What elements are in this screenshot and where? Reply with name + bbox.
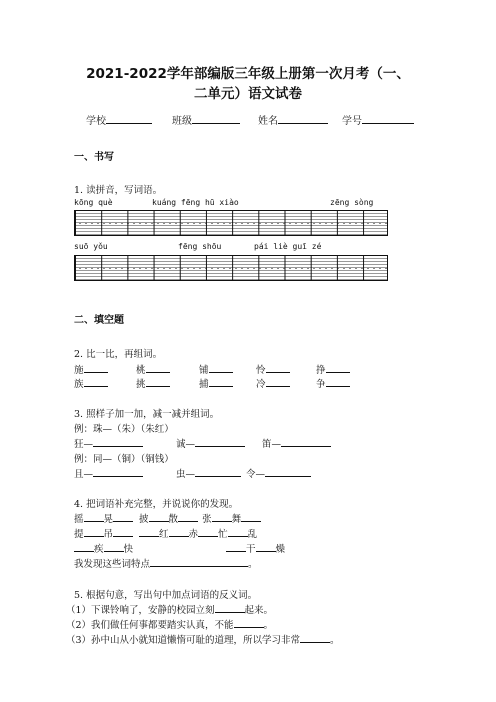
q5-s3-text: （3）孙中山从小就知道懒惰可耻的道理，所以学习非常: [66, 635, 301, 646]
q4-char: 赤: [188, 529, 199, 540]
answer-blank[interactable]: [215, 602, 245, 613]
pinyin-2-1: suō yǒu: [74, 242, 108, 251]
q2-item: [199, 376, 233, 390]
answer-blank[interactable]: [113, 511, 133, 522]
answer-blank[interactable]: [326, 376, 350, 387]
q1-prompt: 1. 读拼音，写词语。: [74, 185, 163, 196]
answer-blank[interactable]: [326, 362, 350, 373]
q4-char: 快: [123, 544, 134, 555]
q2-char: 族: [74, 379, 84, 390]
answer-blank[interactable]: [241, 511, 261, 522]
q4-prompt: 4. 把词语补充完整，并说说你的发现。: [74, 499, 239, 510]
q4-char: 摇: [74, 514, 84, 525]
q2-item: [256, 362, 290, 376]
q4-row1: [74, 511, 261, 525]
q5-prompt: 5. 根据句意，写出句中加点词语的反义词。: [74, 590, 258, 601]
q3-item: [176, 466, 241, 480]
answer-blank[interactable]: [93, 436, 143, 447]
page-title-line2: 二单元）语文试卷: [194, 86, 302, 102]
id-field: [342, 112, 414, 127]
pinyin-1-2: kuáng fēng hū xiào: [152, 198, 239, 207]
q4-char: 红: [159, 529, 169, 540]
answer-blank[interactable]: [84, 526, 104, 537]
answer-blank[interactable]: [169, 526, 189, 537]
q4-char: 忙: [218, 529, 228, 540]
q3-char: 诚—: [176, 439, 196, 450]
answer-blank[interactable]: [265, 466, 311, 477]
q5-s3-end: 。: [330, 635, 340, 646]
q3-item: [176, 436, 245, 450]
q3-char: 笛—: [262, 439, 282, 450]
q3-item: [246, 466, 311, 480]
school-label: 学校: [86, 116, 106, 127]
q4-char: 乱: [247, 529, 258, 540]
q4-char: 舞: [231, 514, 242, 525]
answer-blank[interactable]: [150, 556, 248, 567]
answer-blank[interactable]: [281, 436, 331, 447]
q3-char: 且—: [74, 469, 94, 480]
q4-char: 燥: [275, 544, 286, 555]
section1-heading: 一、书写: [74, 152, 114, 163]
answer-blank[interactable]: [139, 526, 159, 537]
answer-blank[interactable]: [209, 362, 233, 373]
pinyin-1-1: kōng què: [74, 198, 113, 207]
name-label: 姓名: [258, 116, 278, 127]
q5-s2-text: （2）我们做任何事都要踏实认真，不能: [66, 620, 234, 631]
q2-char: 挣: [316, 365, 326, 376]
q2-item: [199, 362, 233, 376]
answer-blank[interactable]: [209, 376, 233, 387]
class-label: 班级: [172, 116, 192, 127]
q2-item: [256, 376, 290, 390]
school-field: [86, 112, 152, 127]
q3-item: [74, 466, 143, 480]
q4-finding: [74, 556, 258, 570]
page-title-line1: 2021-2022学年部编版三年级上册第一次月考（一、: [86, 66, 410, 82]
q2-char: 怜: [256, 365, 266, 376]
writing-grid-row2[interactable]: [74, 255, 388, 281]
q2-char: 桃: [136, 365, 146, 376]
q4-char: 干: [246, 544, 256, 555]
q2-char: 争: [316, 379, 326, 390]
q4-row3b: [226, 541, 285, 555]
q4-char: 提: [74, 529, 84, 540]
q5-s1-text: （1）下课铃响了，安静的校园立刻: [66, 605, 215, 616]
class-field: [172, 112, 240, 127]
q2-char: 铺: [199, 365, 209, 376]
q2-item: [74, 376, 108, 390]
section2-heading: 二、填空题: [74, 315, 124, 326]
q2-item: [136, 362, 170, 376]
q2-prompt: 2. 比一比，再组词。: [74, 349, 163, 360]
q3-item: [262, 436, 331, 450]
school-blank[interactable]: [106, 113, 152, 124]
q4-finding-label: 我发现这些词特点: [74, 559, 151, 570]
q5-sentence1: [66, 602, 273, 616]
q4-row2: [74, 526, 257, 540]
q3-char: 令—: [246, 469, 266, 480]
pinyin-2-2: fēng shōu: [178, 242, 222, 251]
pinyin-1-3: zēng sòng: [330, 198, 374, 207]
id-blank[interactable]: [362, 113, 414, 124]
q5-sentence3: [66, 632, 340, 646]
q4-char: 散: [168, 514, 179, 525]
answer-blank[interactable]: [195, 466, 241, 477]
answer-blank[interactable]: [178, 511, 198, 522]
q4-char: 张: [202, 514, 212, 525]
answer-blank[interactable]: [104, 541, 124, 552]
answer-blank[interactable]: [113, 526, 133, 537]
name-blank[interactable]: [278, 113, 328, 124]
q2-char: 挑: [136, 379, 146, 390]
q4-char: 披: [139, 514, 149, 525]
answer-blank[interactable]: [212, 511, 232, 522]
answer-blank[interactable]: [146, 362, 170, 373]
pinyin-2-3: pái liè guī zé: [254, 242, 322, 251]
name-field: [258, 112, 328, 127]
answer-blank[interactable]: [228, 526, 248, 537]
answer-blank[interactable]: [84, 362, 108, 373]
answer-blank[interactable]: [146, 376, 170, 387]
answer-blank[interactable]: [266, 376, 290, 387]
q2-char: 捕: [199, 379, 209, 390]
q2-char: 冷: [256, 379, 266, 390]
class-blank[interactable]: [192, 113, 240, 124]
answer-blank[interactable]: [198, 526, 218, 537]
q4-char: 晃: [103, 514, 114, 525]
answer-blank[interactable]: [149, 511, 169, 522]
q4-end: 。: [248, 559, 258, 570]
answer-blank[interactable]: [266, 362, 290, 373]
q3-example2: 例：同—（铜）（铜钱）: [74, 454, 174, 465]
answer-blank[interactable]: [84, 511, 104, 522]
q3-prompt: 3. 照样子加一加，减一减并组词。: [74, 409, 220, 420]
q3-item: [74, 436, 143, 450]
answer-blank[interactable]: [74, 541, 94, 552]
answer-blank[interactable]: [226, 541, 246, 552]
q2-item: [136, 376, 170, 390]
q2-item: [316, 362, 350, 376]
answer-blank[interactable]: [234, 617, 264, 628]
answer-blank[interactable]: [93, 466, 143, 477]
q4-char: 疾: [94, 544, 104, 555]
writing-grid-row1[interactable]: [74, 210, 388, 236]
q5-sentence2: [66, 617, 273, 631]
q2-item: [316, 376, 350, 390]
q2-item: [74, 362, 108, 376]
q3-char: 狂—: [74, 439, 94, 450]
answer-blank[interactable]: [195, 436, 245, 447]
id-label: 学号: [342, 116, 362, 127]
q3-example1: 例：珠—（朱）（朱红）: [74, 424, 174, 435]
q4-row3: [74, 541, 133, 555]
answer-blank[interactable]: [84, 376, 108, 387]
q4-char: 吊: [103, 529, 114, 540]
answer-blank[interactable]: [300, 632, 330, 643]
q5-s2-end: 。: [263, 620, 274, 631]
answer-blank[interactable]: [256, 541, 276, 552]
q5-s1-end: 起来。: [244, 605, 274, 616]
q2-char: 施: [74, 365, 84, 376]
q3-char: 虫—: [176, 469, 196, 480]
